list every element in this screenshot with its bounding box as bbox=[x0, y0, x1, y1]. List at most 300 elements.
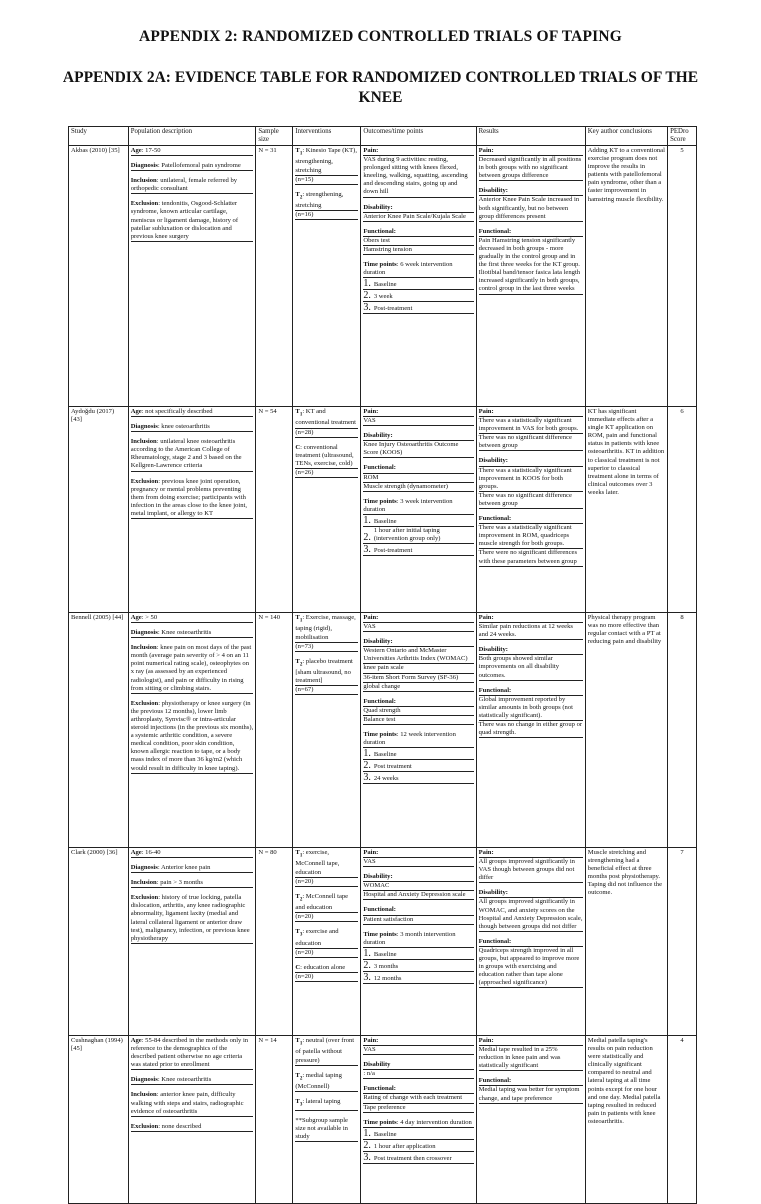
result-item: Decreased significantly in all positions in both groups with no significant between groups difference bbox=[479, 156, 583, 181]
timepoints-label: Time points bbox=[363, 261, 397, 269]
intervention-label: $T_2$ bbox=[295, 892, 303, 902]
outcome-label: Pain: bbox=[363, 1037, 473, 1046]
result-item: There was no significant difference between group bbox=[479, 434, 583, 451]
intervention-item bbox=[295, 1117, 358, 1142]
population-item bbox=[131, 147, 254, 156]
intervention-item bbox=[295, 444, 358, 478]
timepoints-header bbox=[363, 261, 473, 278]
population-text: : none described bbox=[158, 1122, 202, 1130]
intervention-label-index: 3 bbox=[299, 1102, 303, 1108]
result-item: All groups improved significantly in VAS though between groups did not differ bbox=[479, 858, 583, 883]
timepoint-text: Post treatment bbox=[373, 763, 412, 771]
outcome-item: WOMAC bbox=[363, 882, 473, 891]
outcome-item: Hospital and Anxiety Depression scale bbox=[363, 891, 473, 900]
intervention-text: : lateral taping bbox=[302, 1098, 341, 1106]
intervention-n: (n=28) bbox=[295, 429, 358, 438]
intervention-label: C bbox=[295, 963, 301, 971]
table-row bbox=[69, 1036, 697, 1204]
sample-size-cell: N = 14 bbox=[256, 1036, 293, 1204]
outcome-item: VAS bbox=[363, 623, 473, 632]
result-label: Pain: bbox=[479, 1037, 583, 1046]
result-item: Similar pain reductions at 12 weeks and 24 weeks. bbox=[479, 623, 583, 640]
intervention-line bbox=[295, 408, 358, 429]
population-item bbox=[131, 478, 254, 519]
timepoint-number: 2. bbox=[363, 290, 371, 302]
population-text: : Patellofemoral pain syndrome bbox=[157, 162, 241, 170]
timepoint-number: 3. bbox=[363, 544, 371, 556]
result-group bbox=[479, 228, 583, 295]
intervention-line bbox=[295, 928, 358, 949]
result-group bbox=[479, 515, 583, 567]
timepoint-text: Baseline bbox=[373, 751, 397, 759]
timepoints-text: : 3 week intervention duration bbox=[363, 497, 453, 513]
population-text: : 16-40 bbox=[141, 849, 161, 856]
population-label: Age bbox=[130, 849, 142, 856]
header-study: Study bbox=[69, 127, 129, 146]
outcome-item: knee pain scale bbox=[363, 664, 473, 673]
outcome-item: Obers test bbox=[363, 237, 473, 246]
page-title: APPENDIX 2: RANDOMIZED CONTROLLED TRIALS OF TAPING bbox=[138, 28, 623, 45]
population-item bbox=[131, 408, 254, 417]
table-row bbox=[69, 848, 697, 1036]
outcome-group bbox=[363, 432, 473, 458]
outcome-group bbox=[363, 638, 473, 692]
header-conclusions: Key author conclusions bbox=[585, 127, 667, 146]
outcome-item: Balance test bbox=[363, 716, 473, 725]
outcomes-cell bbox=[361, 848, 476, 1036]
intervention-item bbox=[295, 147, 358, 185]
timepoint-item bbox=[363, 972, 473, 984]
timepoint-number: 1. bbox=[363, 514, 371, 526]
intervention-n: (n=20) bbox=[295, 913, 358, 922]
population-text: : previous knee joint operation, pregnancy or mental problems preventing them from doing exercise; participants with infection in the areas close to the knee joint, metal implant, or allergy to KT bbox=[130, 477, 247, 517]
timepoint-text: 1 hour after application bbox=[373, 1142, 436, 1150]
sample-size-cell: N = 80 bbox=[256, 848, 293, 1036]
timepoint-number: 1. bbox=[363, 1127, 371, 1139]
table-header-row bbox=[69, 127, 697, 146]
timepoint-number: 1. bbox=[363, 947, 371, 959]
population-label: Diagnosis bbox=[130, 1076, 158, 1084]
population-item bbox=[131, 200, 254, 241]
intervention-text: : Exercise, massage, taping (rigid), mobilisation bbox=[295, 614, 356, 641]
population-text: : anterior knee pain, difficulty walking with steps and stairs, radiographic evidence of osteoarthritis bbox=[130, 1091, 244, 1115]
timepoint-item bbox=[363, 278, 473, 290]
result-label: Disability: bbox=[479, 457, 583, 466]
intervention-label-index: 2 bbox=[299, 195, 303, 200]
outcome-item: global change bbox=[363, 683, 473, 692]
result-item: There was no significant difference between group bbox=[479, 492, 583, 509]
population-item bbox=[131, 1037, 254, 1070]
outcome-label: Pain: bbox=[363, 408, 473, 417]
result-group bbox=[479, 938, 583, 989]
intervention-label: $T_1$ bbox=[295, 408, 303, 418]
timepoint-item bbox=[363, 1140, 473, 1152]
timepoint-number: 2. bbox=[363, 760, 371, 772]
result-group bbox=[479, 187, 583, 221]
population-item bbox=[131, 894, 254, 944]
timepoints-label: Time points bbox=[363, 1118, 397, 1126]
population-cell bbox=[128, 146, 256, 407]
intervention-item bbox=[295, 964, 358, 982]
intervention-text: : exercise and education bbox=[295, 928, 339, 947]
population-item bbox=[131, 1091, 254, 1116]
population-text: : knee osteoarthritis bbox=[157, 423, 210, 431]
timepoint-number: 2. bbox=[363, 959, 371, 971]
table-row bbox=[69, 407, 697, 613]
table-title: APPENDIX 2A: EVIDENCE TABLE FOR RANDOMIZED CONTROLLED TRIALS OF THE KNEE bbox=[62, 69, 699, 106]
result-group bbox=[479, 687, 583, 739]
interventions-cell bbox=[293, 613, 361, 848]
header-outcomes: Outcomes/time points bbox=[361, 127, 476, 146]
result-label: Functional: bbox=[479, 938, 583, 947]
intervention-item bbox=[295, 408, 358, 438]
outcome-label: Functional: bbox=[363, 698, 473, 707]
timepoint-item bbox=[363, 527, 473, 544]
result-label: Disability: bbox=[479, 187, 583, 196]
timepoints-label: Time points bbox=[363, 731, 397, 739]
population-label: Exclusion bbox=[130, 1122, 159, 1130]
timepoints-text: : 4 day intervention duration bbox=[396, 1118, 472, 1126]
pedro-score-cell: 4 bbox=[668, 1036, 697, 1204]
outcome-label: Pain: bbox=[363, 614, 473, 623]
timepoint-number: 3. bbox=[363, 302, 371, 314]
population-item bbox=[131, 438, 254, 471]
timepoints-label: Time points bbox=[363, 930, 397, 938]
timepoint-item bbox=[363, 748, 473, 760]
intervention-n: (n=16) bbox=[295, 211, 358, 220]
outcome-label: Disability: bbox=[363, 873, 473, 882]
result-item: There was a statistically significant improvement in KOOS for both groups. bbox=[479, 467, 583, 492]
interventions-cell bbox=[293, 848, 361, 1036]
sample-size-cell: N = 54 bbox=[256, 407, 293, 613]
outcome-group bbox=[363, 1061, 473, 1079]
timepoints bbox=[363, 731, 473, 784]
intervention-line bbox=[295, 1072, 358, 1093]
result-group bbox=[479, 1037, 583, 1071]
outcomes-cell bbox=[361, 146, 476, 407]
result-item: Pain Hamstring tension significantly decreased in both groups - more gradually in the control group and in the first three weeks for the KT group. Iliotibial band/tensor fasica lata length increased significantly in both groups, control group in the last three weeks bbox=[479, 237, 583, 295]
intervention-item bbox=[295, 1037, 358, 1066]
intervention-label-index: 1 bbox=[299, 618, 303, 624]
population-label: Age bbox=[130, 408, 142, 415]
timepoint-text: Baseline bbox=[373, 950, 397, 958]
intervention-n: (n=20) bbox=[295, 878, 358, 887]
table-row bbox=[69, 613, 697, 848]
outcome-group bbox=[363, 849, 473, 867]
timepoint-text: Baseline bbox=[373, 1130, 397, 1138]
population-label: Inclusion bbox=[130, 644, 157, 652]
intervention-text: : medial taping (McConnell) bbox=[295, 1071, 342, 1090]
result-item: All groups improved significantly in WOMAC, and anxiety scores on the Hospital and Anxiety Depression scale, though between groups did not differ bbox=[479, 898, 583, 931]
population-text: : physiotherapy or knee surgery (in the previous 12 months), lower limb arthroplasty, Synvisc® or intra-articular steroid injections (in the previous six months), a systemic arthritic condition, a severe medical condition, poor skin condition, known allergic reaction to tape, or a body mass index of more than 36 kg/m2 (which would result in difficulty in knee taping). bbox=[130, 699, 254, 772]
outcomes-cell bbox=[361, 407, 476, 613]
result-item: Quadriceps strength improved in all groups, but appeared to improve more in groups with exercising and education rather than tape alone (approached significance) bbox=[479, 947, 583, 988]
intervention-label-index: 2 bbox=[299, 1075, 303, 1081]
result-item: Global improvement reported by similar amounts in both groups (not statistically significant). bbox=[479, 696, 583, 721]
conclusion-cell: Muscle stretching and strengthening had a beneficial effect at three months post physiotherapy. Taping did not influence the outcome. bbox=[585, 848, 667, 1036]
population-item bbox=[131, 1076, 254, 1085]
timepoint-item bbox=[363, 290, 473, 302]
timepoint-item bbox=[363, 1152, 473, 1164]
timepoint-number: 3. bbox=[363, 1151, 371, 1163]
outcome-label: Functional: bbox=[363, 906, 473, 915]
intervention-line bbox=[295, 1037, 358, 1066]
conclusion-cell: Medial patella taping's results on pain reduction were statistically and clinically significant compared to neutral and lateral taping at all time points except for one hour and one day. Medial patella taping resulted in reduced pain in patients with knee osteoarthritis. bbox=[585, 1036, 667, 1204]
outcome-item: ROM bbox=[363, 474, 473, 483]
outcome-group bbox=[363, 614, 473, 632]
intervention-text: : education alone bbox=[300, 963, 346, 971]
timepoint-text: Baseline bbox=[373, 517, 397, 525]
outcome-item: Western Ontario and McMaster Universities Arthritis Index (WOMAC) bbox=[363, 647, 473, 664]
study-cell: Bennell (2005) [44] bbox=[69, 613, 129, 848]
study-cell: Cushnaghan (1994) [45] bbox=[69, 1036, 129, 1204]
population-cell bbox=[128, 613, 256, 848]
timepoint-text: Post treatment then crossover bbox=[373, 1154, 452, 1162]
outcome-item: VAS bbox=[363, 1046, 473, 1055]
timepoint-number: 3. bbox=[363, 772, 371, 784]
timepoints-text: : 6 week intervention duration bbox=[363, 261, 453, 277]
intervention-n: (n=26) bbox=[295, 469, 358, 478]
timepoints-header bbox=[363, 931, 473, 948]
population-label: Inclusion bbox=[130, 177, 157, 185]
outcome-label: Pain: bbox=[363, 147, 473, 156]
intervention-text: : placebo treatment [sham ultrasound, no treatment] bbox=[295, 657, 353, 685]
pedro-score-cell: 8 bbox=[668, 613, 697, 848]
result-group bbox=[479, 1077, 583, 1103]
outcome-group bbox=[363, 873, 473, 900]
timepoint-number: 1. bbox=[363, 278, 371, 290]
intervention-text: : Kinesio Tape (KT), strengthening, stretching bbox=[295, 147, 358, 174]
outcome-group bbox=[363, 906, 473, 924]
intervention-item bbox=[295, 1098, 358, 1110]
outcome-group bbox=[363, 408, 473, 426]
outcome-label: Pain: bbox=[363, 849, 473, 858]
population-text: : tendonitis, Osgood-Schlatter syndrome, known articular cartilage, meniscus or ligament damage, history of patellar subluxation or dislocation and previous knee surgery bbox=[130, 200, 239, 240]
result-label: Functional: bbox=[479, 687, 583, 696]
outcome-item: Quad strength bbox=[363, 707, 473, 716]
intervention-label: $T_2$ bbox=[295, 657, 303, 667]
intervention-line bbox=[295, 964, 358, 973]
results-cell bbox=[476, 407, 585, 613]
intervention-item bbox=[295, 1072, 358, 1093]
intervention-label: C bbox=[295, 443, 301, 451]
intervention-text: **Subgroup sample size not available in study bbox=[295, 1116, 348, 1140]
outcome-item: 36-item Short Form Survey (SF-36) bbox=[363, 674, 473, 683]
intervention-text: : exercise, McConnell tape, education bbox=[295, 849, 340, 876]
timepoint-item bbox=[363, 544, 473, 556]
outcome-label: Disability: bbox=[363, 432, 473, 441]
outcome-group bbox=[363, 1037, 473, 1055]
population-text: : 55-84 described in the methods only in reference to the demographics of the described patient otherwise no age criteria was stated prior to enrollment bbox=[130, 1037, 249, 1069]
outcomes-cell bbox=[361, 613, 476, 848]
outcome-label: Disability: bbox=[363, 638, 473, 647]
intervention-line bbox=[295, 191, 358, 212]
result-group bbox=[479, 849, 583, 883]
timepoint-text: 3 months bbox=[373, 962, 399, 970]
outcome-label: Functional: bbox=[363, 1085, 473, 1094]
timepoint-item bbox=[363, 302, 473, 314]
result-group bbox=[479, 408, 583, 451]
intervention-label-index: 3 bbox=[299, 932, 303, 938]
intervention-line bbox=[295, 444, 358, 469]
population-text: : unilateral knee osteoarthritis according to the American College of Rheumatology, stage 2 and 3 based on the Kellgren-Lawrence criteria bbox=[130, 438, 242, 470]
result-group bbox=[479, 889, 583, 931]
outcome-group bbox=[363, 228, 473, 255]
outcome-item: Hamstring tension bbox=[363, 246, 473, 255]
outcome-item: : n/a bbox=[363, 1070, 473, 1079]
result-label: Pain: bbox=[479, 614, 583, 623]
population-text: : 17-50 bbox=[141, 147, 161, 154]
intervention-label: $T_3$ bbox=[295, 1098, 303, 1108]
population-label: Diagnosis bbox=[130, 423, 158, 431]
outcome-item: VAS bbox=[363, 417, 473, 426]
intervention-n: (n=15) bbox=[295, 176, 358, 185]
study-cell: Aydoğdu (2017) [43] bbox=[69, 407, 129, 613]
intervention-label: $T_2$ bbox=[295, 190, 303, 200]
outcome-item: Anterior Knee Pain Scale/Kujala Scale bbox=[363, 213, 473, 222]
outcome-group bbox=[363, 147, 473, 198]
population-label: Age bbox=[130, 614, 142, 621]
header-results: Results bbox=[476, 127, 585, 146]
timepoint-text: Baseline bbox=[373, 281, 397, 289]
population-text: : > 50 bbox=[141, 614, 158, 621]
header-sample-size: Sample size bbox=[256, 127, 293, 146]
intervention-n: (n=20) bbox=[295, 973, 358, 982]
timepoints-text: : 3 month intervention duration bbox=[363, 930, 456, 946]
population-text: : knee pain on most days of the past month (average pain severity of > 4 on an 11 point numerical rating scale), osteophytes on x ray (as assessed by an experienced radiologist), and pain or difficulty in rising from sitting or climbing stairs. bbox=[130, 644, 252, 692]
population-label: Diagnosis bbox=[130, 864, 158, 872]
outcome-label: Disability bbox=[363, 1061, 473, 1070]
intervention-text: : conventional treatment (ultrasound, TENs, exercise, cold) bbox=[295, 443, 354, 467]
result-group bbox=[479, 614, 583, 640]
outcome-item: Rating of change with each treatment bbox=[363, 1094, 473, 1103]
population-label: Exclusion bbox=[130, 477, 159, 485]
intervention-n: (n=20) bbox=[295, 949, 358, 958]
population-item bbox=[131, 177, 254, 194]
timepoint-text: 12 months bbox=[373, 974, 402, 982]
table-row bbox=[69, 146, 697, 407]
population-label: Diagnosis bbox=[130, 162, 158, 170]
intervention-item bbox=[295, 191, 358, 221]
timepoint-text: 3 week bbox=[373, 293, 393, 301]
population-item bbox=[131, 700, 254, 774]
interventions-cell bbox=[293, 407, 361, 613]
sample-size-cell: N = 31 bbox=[256, 146, 293, 407]
population-text: : Anterior knee pain bbox=[157, 864, 211, 872]
population-cell bbox=[128, 1036, 256, 1204]
header-population: Population description bbox=[128, 127, 256, 146]
result-item: There was a statistically significant improvement in ROM, quadriceps muscle strength for both groups. bbox=[479, 524, 583, 549]
evidence-table bbox=[68, 126, 697, 1204]
intervention-label-index: 1 bbox=[299, 412, 303, 418]
results-cell bbox=[476, 146, 585, 407]
pedro-score-cell: 6 bbox=[668, 407, 697, 613]
intervention-n: (n=67) bbox=[295, 686, 358, 695]
population-item bbox=[131, 1123, 254, 1132]
intervention-label: $T_1$ bbox=[295, 614, 303, 624]
timepoint-number: 3. bbox=[363, 971, 371, 983]
result-label: Disability: bbox=[479, 646, 583, 655]
intervention-line bbox=[295, 1098, 358, 1110]
intervention-item bbox=[295, 849, 358, 887]
intervention-item bbox=[295, 614, 358, 652]
intervention-text: : neutral (over front of patella without pressure) bbox=[295, 1037, 355, 1064]
population-text: : Knee osteoarthritis bbox=[157, 629, 212, 637]
conclusion-cell: KT has significant immediate effects after a single KT application on ROM, pain and functional status in patients with knee osteoarthritis. KT in addition to classical treatment is not superior to classical treatment alone in terms of clinical outcomes over 3 weeks later. bbox=[585, 407, 667, 613]
intervention-label: $T_3$ bbox=[295, 928, 303, 938]
result-item: Both groups showed similar improvements on all disability outcomes. bbox=[479, 655, 583, 680]
timepoints bbox=[363, 931, 473, 984]
timepoints bbox=[363, 498, 473, 556]
results-cell bbox=[476, 1036, 585, 1204]
result-label: Functional: bbox=[479, 1077, 583, 1086]
timepoints-header bbox=[363, 731, 473, 748]
outcome-group bbox=[363, 1085, 473, 1112]
outcome-label: Functional: bbox=[363, 464, 473, 473]
population-label: Inclusion bbox=[130, 879, 157, 887]
result-label: Functional: bbox=[479, 228, 583, 237]
intervention-line bbox=[295, 147, 358, 176]
conclusion-cell: Physical therapy program was no more effective than regular contact with a PT at reducing pain and disability bbox=[585, 613, 667, 848]
outcomes-cell bbox=[361, 1036, 476, 1204]
sample-size-cell: N = 140 bbox=[256, 613, 293, 848]
timepoint-text: 24 weeks bbox=[373, 775, 399, 783]
timepoint-number: 1. bbox=[363, 748, 371, 760]
intervention-line bbox=[295, 893, 358, 914]
pedro-score-cell: 7 bbox=[668, 848, 697, 1036]
outcome-item: Tape preference bbox=[363, 1104, 473, 1113]
intervention-label: $T_1$ bbox=[295, 147, 303, 157]
population-cell bbox=[128, 848, 256, 1036]
interventions-cell bbox=[293, 1036, 361, 1204]
intervention-item bbox=[295, 658, 358, 696]
population-label: Age bbox=[130, 147, 142, 154]
outcome-group bbox=[363, 204, 473, 222]
result-item: There was no change in either group or quad strength. bbox=[479, 721, 583, 738]
timepoints-text: : 12 week intervention duration bbox=[363, 731, 456, 747]
outcome-item: VAS bbox=[363, 858, 473, 867]
timepoints-header bbox=[363, 498, 473, 515]
timepoint-text: Post-treatment bbox=[373, 547, 413, 555]
population-item bbox=[131, 879, 254, 888]
intervention-label-index: 1 bbox=[299, 151, 303, 157]
intervention-item bbox=[295, 928, 358, 958]
population-item bbox=[131, 849, 254, 858]
result-item: There were no significant differences with these parameters between group bbox=[479, 549, 583, 566]
population-item bbox=[131, 162, 254, 171]
population-label: Exclusion bbox=[130, 200, 159, 208]
intervention-line bbox=[295, 1117, 358, 1142]
intervention-label: $T_2$ bbox=[295, 1071, 303, 1081]
outcome-item: Patient satisfaction bbox=[363, 916, 473, 925]
timepoint-text: Post-treatment bbox=[373, 305, 413, 313]
timepoint-item bbox=[363, 1128, 473, 1140]
conclusion-cell: Adding KT to a conventional exercise program does not improve the results in patients with patellofemoral pain syndrome, other than a faster improvement in hamstring muscle flexibility. bbox=[585, 146, 667, 407]
timepoint-item bbox=[363, 772, 473, 784]
timepoint-item bbox=[363, 948, 473, 960]
population-item bbox=[131, 423, 254, 432]
result-group bbox=[479, 457, 583, 509]
result-item: There was a statistically significant improvement in VAS for both groups. bbox=[479, 417, 583, 434]
population-label: Diagnosis bbox=[130, 629, 158, 637]
header-pedro: PEDro Score bbox=[668, 127, 697, 146]
population-text: : not specifically described bbox=[141, 408, 213, 415]
timepoint-item bbox=[363, 760, 473, 772]
intervention-label-index: 1 bbox=[299, 853, 303, 859]
population-text: : unilateral, female referred by orthopedic consultant bbox=[130, 177, 238, 193]
timepoint-number: 2. bbox=[363, 532, 371, 544]
intervention-label: $T_1$ bbox=[295, 849, 303, 859]
